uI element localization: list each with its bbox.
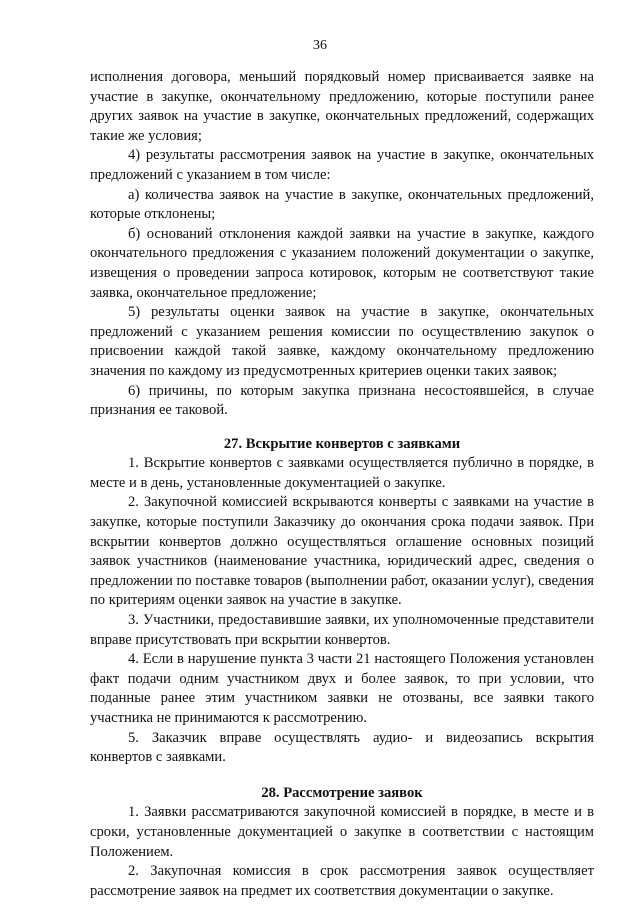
list-item: 4) результаты рассмотрения заявок на участие в закупке, окончательных предложений с указанием в том числе: — [90, 147, 594, 183]
list-item: 5) результаты оценки заявок на участие в закупке, окончательных предложений с указанием решения комиссии по осуществлению закупок о присвоении каждой такой заявке, каждому окончательному предложению значения по каждому из предусмотренных критериев оценки таких заявок; — [90, 304, 594, 379]
section-27-heading: 27. Вскрытие конвертов с заявками — [223, 435, 461, 452]
section-27-paragraph: 2. Закупочной комиссией вскрываются конверты с заявками на участие в закупке, которые поступили Заказчику до окончания срока подачи заявок. При вскрытии конвертов должно осуществляться оглашение основных позиций заявок участников (наименование участника, юридический адрес, сведения о предложении по поставке товаров (выполнении работ, оказании услуг), сведения по критериям оценки заявок на участие в закупке. — [90, 494, 595, 609]
section-27-paragraph: 5. Заказчик вправе осуществлять аудио- и видеозапись вскрытия конвертов с заявками. — [90, 729, 594, 766]
section-27-paragraph: 1. Вскрытие конвертов с заявками осуществляется публично в порядке, в месте и в день, установленные документацией о закупке. — [90, 455, 594, 491]
section-27-paragraph: 4. Если в нарушение пункта 3 части 21 настоящего Положения установлен факт подачи одним участником двух и более заявок, то при условии, что поданные ранее этим участником заявки не отозваны, все заявки такого участника не принимаются к рассмотрению. — [90, 651, 594, 726]
section-28-heading: 28. Рассмотрение заявок — [261, 784, 423, 801]
section-28-paragraph: 2. Закупочная комиссия в срок рассмотрения заявок осуществляет рассмотрение заявок на предмет их соответствия документации о закупке. — [90, 863, 594, 899]
paragraph: исполнения договора, меньший порядковый номер присваивается заявке на участие в закупке, окончательному предложению, которые поступили ранее других заявок на участие в закупке, окончательных предложений, содержащих такие же условия; — [90, 69, 594, 144]
page-number: 36 — [313, 38, 327, 53]
section-28-paragraph: 1. Заявки рассматриваются закупочной комиссией в порядке, в месте и в сроки, установленные документацией о закупке в соответствии с настоящим Положением. — [90, 804, 594, 860]
section-27-paragraph: 3. Участники, предоставившие заявки, их уполномоченные представители вправе присутствовать при вскрытии конвертов. — [90, 612, 594, 648]
page-body — [90, 68, 594, 901]
list-item: 6) причины, по которым закупка признана несостоявшейся, в случае признания ее таковой. — [90, 382, 594, 419]
list-item: б) оснований отклонения каждой заявки на участие в закупке, каждого окончательного предложения с указанием положений документации о закупке, извещения о проведении запроса котировок, которым не соответствуют такие заявка, окончательное предложение; — [90, 225, 594, 301]
list-item: а) количества заявок на участие в закупке, окончательных предложений, которые отклонены; — [90, 186, 594, 223]
